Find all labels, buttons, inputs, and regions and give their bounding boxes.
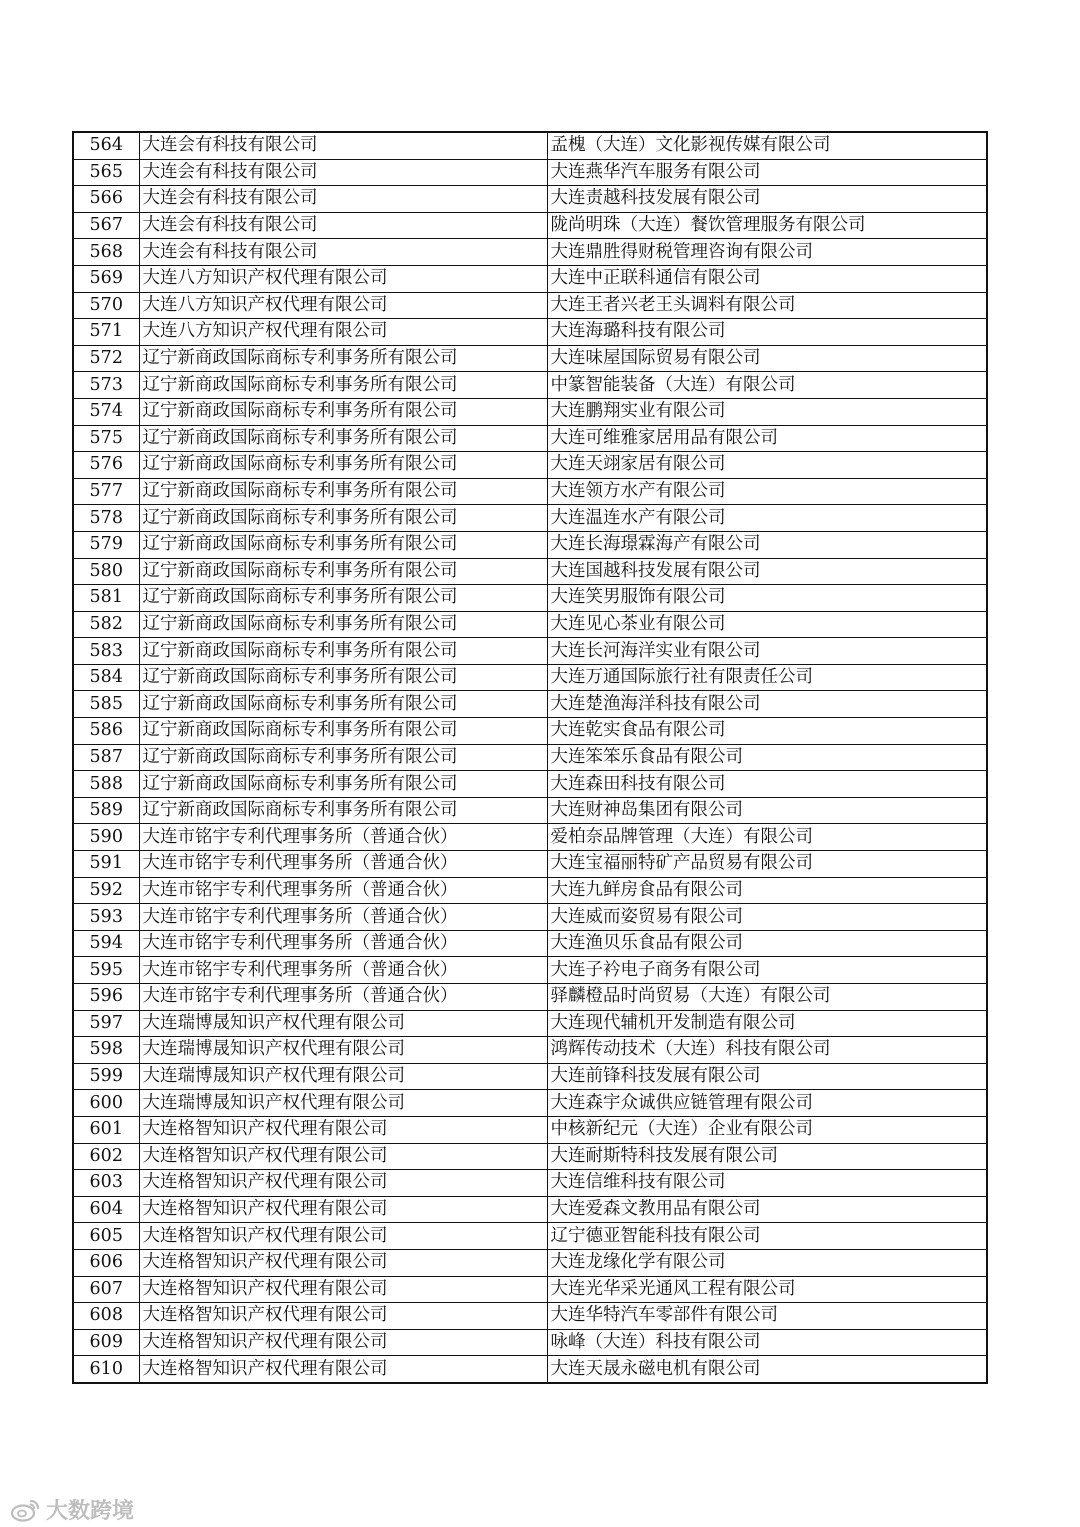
row-number: 603 [73, 1170, 139, 1197]
client-company-name: 中核新纪元（大连）企业有限公司 [547, 1116, 987, 1143]
agency-name: 大连格智知识产权代理有限公司 [139, 1116, 547, 1143]
table-row [73, 1356, 987, 1383]
agency-name: 辽宁新商政国际商标专利事务所有限公司 [139, 531, 547, 558]
client-company-name: 大连威而姿贸易有限公司 [547, 904, 987, 931]
client-company-name: 大连笨笨乐食品有限公司 [547, 744, 987, 771]
table-row [73, 531, 987, 558]
row-number: 595 [73, 957, 139, 984]
agency-name: 辽宁新商政国际商标专利事务所有限公司 [139, 452, 547, 479]
agency-name: 辽宁新商政国际商标专利事务所有限公司 [139, 558, 547, 585]
table-row [73, 265, 987, 292]
row-number: 575 [73, 425, 139, 452]
table-row [73, 319, 987, 346]
client-company-name: 大连森宇众诚供应链管理有限公司 [547, 1090, 987, 1117]
client-company-name: 大连领方水产有限公司 [547, 478, 987, 505]
agency-name: 大连会有科技有限公司 [139, 212, 547, 239]
row-number: 598 [73, 1037, 139, 1064]
watermark [10, 1494, 134, 1525]
client-company-name: 大连长海璟霖海产有限公司 [547, 531, 987, 558]
agency-name: 大连格智知识产权代理有限公司 [139, 1223, 547, 1250]
row-number: 586 [73, 718, 139, 745]
client-company-name: 大连现代辅机开发制造有限公司 [547, 1010, 987, 1037]
table-row [73, 585, 987, 612]
row-number: 592 [73, 877, 139, 904]
row-number: 582 [73, 611, 139, 638]
agency-name: 大连格智知识产权代理有限公司 [139, 1143, 547, 1170]
table-row [73, 1276, 987, 1303]
table-row [73, 505, 987, 532]
weibo-logo-icon [10, 1498, 40, 1522]
agency-name: 大连八方知识产权代理有限公司 [139, 292, 547, 319]
client-company-name: 咏峰（大连）科技有限公司 [547, 1329, 987, 1356]
agency-name: 大连会有科技有限公司 [139, 186, 547, 213]
agency-name: 辽宁新商政国际商标专利事务所有限公司 [139, 425, 547, 452]
row-number: 577 [73, 478, 139, 505]
row-number: 569 [73, 265, 139, 292]
row-number: 578 [73, 505, 139, 532]
client-company-name: 大连长河海洋实业有限公司 [547, 638, 987, 665]
client-company-name: 大连味屋国际贸易有限公司 [547, 345, 987, 372]
agency-name: 大连八方知识产权代理有限公司 [139, 319, 547, 346]
client-company-name: 大连万通国际旅行社有限责任公司 [547, 664, 987, 691]
row-number: 607 [73, 1276, 139, 1303]
client-company-name: 大连渔贝乐食品有限公司 [547, 930, 987, 957]
table-row [73, 159, 987, 186]
client-company-name: 辽宁德亚智能科技有限公司 [547, 1223, 987, 1250]
client-company-name: 大连森田科技有限公司 [547, 771, 987, 798]
table-row [73, 904, 987, 931]
agency-name: 大连市铭宇专利代理事务所（普通合伙） [139, 851, 547, 878]
table-row [73, 930, 987, 957]
row-number: 564 [73, 132, 139, 159]
client-company-name: 大连燕华汽车服务有限公司 [547, 159, 987, 186]
table-row [73, 239, 987, 266]
table-row [73, 1329, 987, 1356]
row-number: 580 [73, 558, 139, 585]
row-number: 579 [73, 531, 139, 558]
table-row [73, 691, 987, 718]
table-row [73, 345, 987, 372]
agency-name: 大连瑞博晟知识产权代理有限公司 [139, 1063, 547, 1090]
client-company-name: 大连子衿电子商务有限公司 [547, 957, 987, 984]
table-row [73, 1063, 987, 1090]
agency-name: 大连格智知识产权代理有限公司 [139, 1329, 547, 1356]
row-number: 610 [73, 1356, 139, 1383]
table-row [73, 1303, 987, 1330]
client-company-name: 大连海璐科技有限公司 [547, 319, 987, 346]
table-row [73, 292, 987, 319]
table-row [73, 372, 987, 399]
row-number: 585 [73, 691, 139, 718]
client-company-name: 大连责越科技发展有限公司 [547, 186, 987, 213]
client-company-name: 大连爱森文教用品有限公司 [547, 1196, 987, 1223]
table-row [73, 1196, 987, 1223]
agency-name: 辽宁新商政国际商标专利事务所有限公司 [139, 771, 547, 798]
client-company-name: 大连见心茶业有限公司 [547, 611, 987, 638]
table-row [73, 1090, 987, 1117]
agency-name: 辽宁新商政国际商标专利事务所有限公司 [139, 372, 547, 399]
table-row [73, 425, 987, 452]
table-row [73, 771, 987, 798]
table-row [73, 558, 987, 585]
table-row [73, 186, 987, 213]
agency-name: 辽宁新商政国际商标专利事务所有限公司 [139, 345, 547, 372]
table-row [73, 984, 987, 1011]
table-row [73, 212, 987, 239]
table-row [73, 718, 987, 745]
agency-name: 大连格智知识产权代理有限公司 [139, 1356, 547, 1383]
agency-name: 大连市铭宇专利代理事务所（普通合伙） [139, 904, 547, 931]
row-number: 601 [73, 1116, 139, 1143]
row-number: 568 [73, 239, 139, 266]
agency-company-table [72, 131, 988, 1384]
table-body [73, 132, 987, 1383]
client-company-name: 大连天晟永磁电机有限公司 [547, 1356, 987, 1383]
table-row [73, 824, 987, 851]
row-number: 572 [73, 345, 139, 372]
row-number: 570 [73, 292, 139, 319]
client-company-name: 大连宝福丽特矿产品贸易有限公司 [547, 851, 987, 878]
agency-name: 大连会有科技有限公司 [139, 159, 547, 186]
row-number: 591 [73, 851, 139, 878]
client-company-name: 大连光华采光通风工程有限公司 [547, 1276, 987, 1303]
row-number: 599 [73, 1063, 139, 1090]
row-number: 589 [73, 797, 139, 824]
row-number: 605 [73, 1223, 139, 1250]
row-number: 594 [73, 930, 139, 957]
row-number: 609 [73, 1329, 139, 1356]
watermark-text: 大数跨境 [46, 1499, 135, 1524]
agency-name: 大连市铭宇专利代理事务所（普通合伙） [139, 877, 547, 904]
table-row [73, 1010, 987, 1037]
client-company-name: 孟槐（大连）文化影视传媒有限公司 [547, 132, 987, 159]
agency-name: 大连格智知识产权代理有限公司 [139, 1276, 547, 1303]
client-company-name: 大连前锋科技发展有限公司 [547, 1063, 987, 1090]
row-number: 597 [73, 1010, 139, 1037]
agency-name: 大连市铭宇专利代理事务所（普通合伙） [139, 824, 547, 851]
client-company-name: 大连耐斯特科技发展有限公司 [547, 1143, 987, 1170]
table-row [73, 1249, 987, 1276]
client-company-name: 大连乾实食品有限公司 [547, 718, 987, 745]
agency-name: 大连市铭宇专利代理事务所（普通合伙） [139, 957, 547, 984]
agency-name: 辽宁新商政国际商标专利事务所有限公司 [139, 664, 547, 691]
client-company-name: 陇尚明珠（大连）餐饮管理服务有限公司 [547, 212, 987, 239]
agency-name: 大连市铭宇专利代理事务所（普通合伙） [139, 984, 547, 1011]
agency-name: 大连瑞博晟知识产权代理有限公司 [139, 1090, 547, 1117]
row-number: 583 [73, 638, 139, 665]
row-number: 588 [73, 771, 139, 798]
agency-name: 大连瑞博晟知识产权代理有限公司 [139, 1037, 547, 1064]
client-company-name: 大连鹏翔实业有限公司 [547, 398, 987, 425]
table-row [73, 478, 987, 505]
agency-name: 大连格智知识产权代理有限公司 [139, 1196, 547, 1223]
agency-name: 辽宁新商政国际商标专利事务所有限公司 [139, 585, 547, 612]
agency-name: 辽宁新商政国际商标专利事务所有限公司 [139, 797, 547, 824]
table-row [73, 638, 987, 665]
agency-name: 辽宁新商政国际商标专利事务所有限公司 [139, 398, 547, 425]
row-number: 608 [73, 1303, 139, 1330]
agency-name: 辽宁新商政国际商标专利事务所有限公司 [139, 505, 547, 532]
client-company-name: 大连财神岛集团有限公司 [547, 797, 987, 824]
agency-name: 辽宁新商政国际商标专利事务所有限公司 [139, 691, 547, 718]
client-company-name: 大连楚渔海洋科技有限公司 [547, 691, 987, 718]
table-row [73, 452, 987, 479]
row-number: 573 [73, 372, 139, 399]
row-number: 593 [73, 904, 139, 931]
table-row [73, 851, 987, 878]
row-number: 606 [73, 1249, 139, 1276]
table-row [73, 1223, 987, 1250]
client-company-name: 鸿辉传动技术（大连）科技有限公司 [547, 1037, 987, 1064]
row-number: 567 [73, 212, 139, 239]
agency-name: 大连格智知识产权代理有限公司 [139, 1170, 547, 1197]
agency-name: 大连瑞博晟知识产权代理有限公司 [139, 1010, 547, 1037]
row-number: 565 [73, 159, 139, 186]
table-row [73, 611, 987, 638]
client-company-name: 大连中正联科通信有限公司 [547, 265, 987, 292]
client-company-name: 大连温连水产有限公司 [547, 505, 987, 532]
agency-name: 辽宁新商政国际商标专利事务所有限公司 [139, 718, 547, 745]
table-row [73, 797, 987, 824]
row-number: 576 [73, 452, 139, 479]
table-row [73, 877, 987, 904]
client-company-name: 大连国越科技发展有限公司 [547, 558, 987, 585]
client-company-name: 大连王者兴老王头调料有限公司 [547, 292, 987, 319]
client-company-name: 大连信维科技有限公司 [547, 1170, 987, 1197]
table-row [73, 957, 987, 984]
row-number: 602 [73, 1143, 139, 1170]
client-company-name: 大连华特汽车零部件有限公司 [547, 1303, 987, 1330]
row-number: 574 [73, 398, 139, 425]
row-number: 600 [73, 1090, 139, 1117]
client-company-name: 大连九鲜房食品有限公司 [547, 877, 987, 904]
agency-name: 辽宁新商政国际商标专利事务所有限公司 [139, 611, 547, 638]
table-row [73, 1037, 987, 1064]
table-row [73, 1116, 987, 1143]
agency-name: 大连格智知识产权代理有限公司 [139, 1303, 547, 1330]
agency-name: 大连会有科技有限公司 [139, 132, 547, 159]
row-number: 587 [73, 744, 139, 771]
client-company-name: 大连可维雅家居用品有限公司 [547, 425, 987, 452]
agency-name: 大连格智知识产权代理有限公司 [139, 1249, 547, 1276]
client-company-name: 中篆智能装备（大连）有限公司 [547, 372, 987, 399]
table-row [73, 744, 987, 771]
client-company-name: 大连笑男服饰有限公司 [547, 585, 987, 612]
agency-name: 辽宁新商政国际商标专利事务所有限公司 [139, 478, 547, 505]
client-company-name: 大连鼎胜得财税管理咨询有限公司 [547, 239, 987, 266]
table-row [73, 132, 987, 159]
table-row [73, 398, 987, 425]
agency-name: 辽宁新商政国际商标专利事务所有限公司 [139, 638, 547, 665]
row-number: 590 [73, 824, 139, 851]
agency-name: 大连八方知识产权代理有限公司 [139, 265, 547, 292]
agency-name: 辽宁新商政国际商标专利事务所有限公司 [139, 744, 547, 771]
agency-name: 大连会有科技有限公司 [139, 239, 547, 266]
row-number: 571 [73, 319, 139, 346]
client-company-name: 爱柏奈品牌管理（大连）有限公司 [547, 824, 987, 851]
client-company-name: 大连龙缘化学有限公司 [547, 1249, 987, 1276]
row-number: 584 [73, 664, 139, 691]
table-row [73, 664, 987, 691]
client-company-name: 驿麟橙品时尚贸易（大连）有限公司 [547, 984, 987, 1011]
table-row [73, 1143, 987, 1170]
row-number: 581 [73, 585, 139, 612]
agency-name: 大连市铭宇专利代理事务所（普通合伙） [139, 930, 547, 957]
row-number: 566 [73, 186, 139, 213]
row-number: 604 [73, 1196, 139, 1223]
client-company-name: 大连天翊家居有限公司 [547, 452, 987, 479]
row-number: 596 [73, 984, 139, 1011]
table-row [73, 1170, 987, 1197]
